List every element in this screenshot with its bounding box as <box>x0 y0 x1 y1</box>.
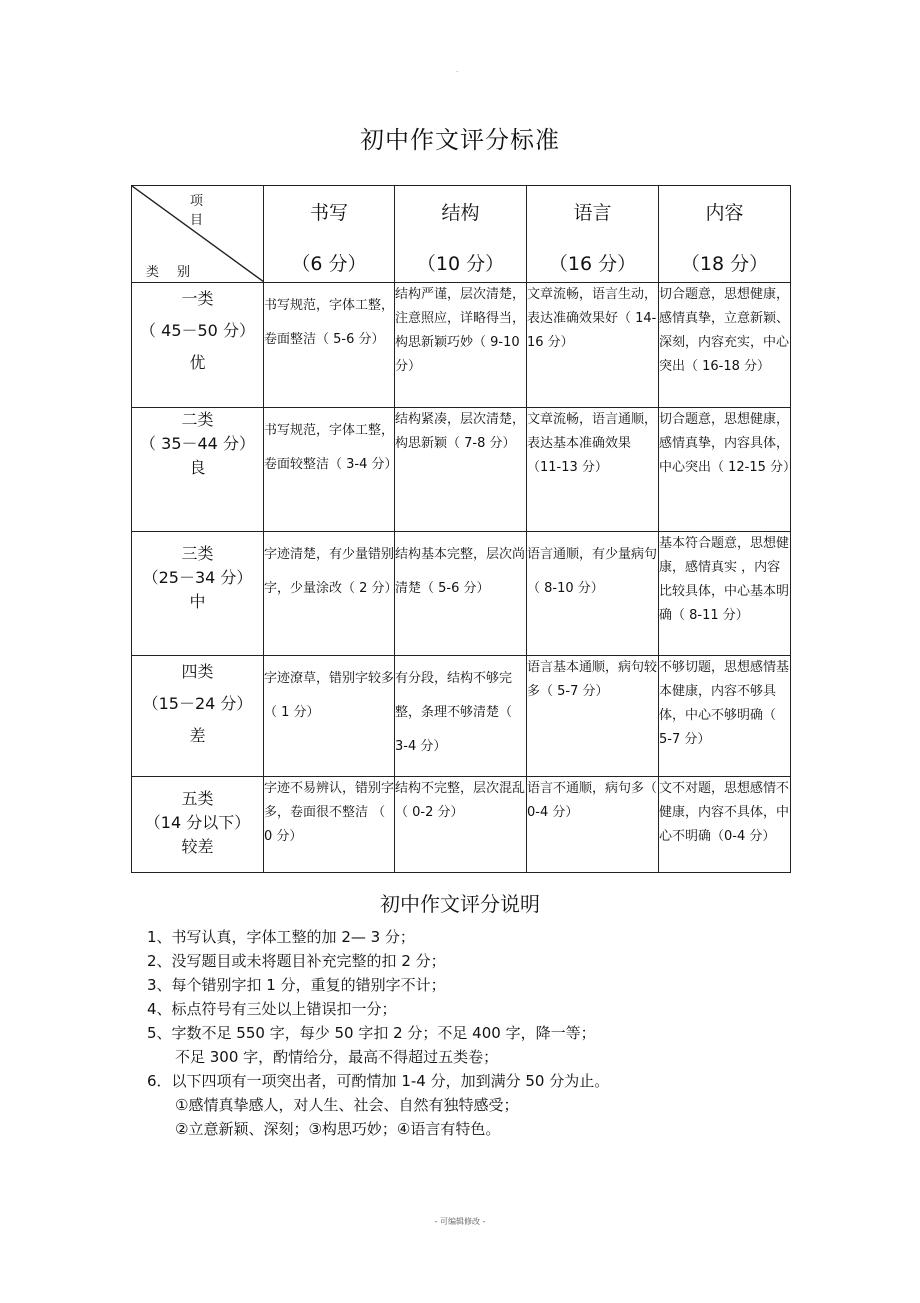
note-item: 3、每个错别字扣 1 分，重复的错别字不计； <box>147 976 446 994</box>
criteria-cell: 结构紧凑，层次清楚，构思新颖（ 7-8 分） <box>395 408 527 532</box>
criteria-cell: 切合题意，思想健康，感情真挚，立意新颖、深刻，内容充实，中心突出（ 16-18 分） <box>659 283 791 408</box>
category-grade: 良 <box>189 458 206 477</box>
criteria-cell: 字迹不易辨认，错别字多，卷面很不整洁 （ 0 分） <box>264 777 395 873</box>
category-grade: 中 <box>189 592 206 611</box>
criteria-cell: 结构严谨，层次清楚，注意照应，详略得当，构思新颖巧妙（ 9-10 分） <box>395 283 527 408</box>
category-grade: 差 <box>189 726 206 745</box>
criteria-cell: 基本符合题意，思想健康，感情真实 ，内容比较具体，中心基本明确（ 8-11 分） <box>659 532 791 656</box>
column-points: （18 分） <box>680 253 769 275</box>
category-name: 一类 <box>181 289 214 308</box>
category-name: 四类 <box>181 662 214 681</box>
note-item: 6．以下四项有一项突出者，可酌情加 1-4 分，加到满分 50 分为止。 <box>147 1072 610 1090</box>
criteria-cell: 文不对题，思想感情不健康，内容不具体，中心不明确（0-4 分） <box>659 777 791 873</box>
column-points: （6 分） <box>291 253 367 275</box>
criteria-cell: 切合题意，思想健康，感情真挚，内容具体，中心突出（ 12-15 分） <box>659 408 791 532</box>
column-name: 书写 <box>309 202 348 224</box>
column-header-writing <box>264 186 395 283</box>
category-range: （15－24 分） <box>142 694 253 713</box>
criteria-cell: 语言基本通顺，病句较多（ 5-7 分） <box>527 656 659 777</box>
table-row <box>132 283 791 408</box>
criteria-cell: 书写规范，字体工整，卷面较整洁（ 3-4 分） <box>264 408 395 532</box>
corner-category-label: 类别 <box>146 265 209 280</box>
category-name: 五类 <box>181 789 214 808</box>
criteria-cell: 结构基本完整，层次尚清楚（ 5-6 分） <box>395 532 527 656</box>
corner-item-label: 项目 <box>190 194 234 228</box>
criteria-cell: 不够切题，思想感情基本健康，内容不够具体，中心不够明确（ 5-7 分） <box>659 656 791 777</box>
note-subitem: ①感情真挚感人，对人生、社会、自然有独特感受； <box>175 1096 519 1114</box>
criteria-cell: 语言不通顺，病句多（ 0-4 分） <box>527 777 659 873</box>
category-range: （ 45－50 分） <box>140 321 255 340</box>
category-grade: 较差 <box>181 837 214 856</box>
category-name: 三类 <box>181 544 214 563</box>
note-item: 4、标点符号有三处以上错误扣一分； <box>147 1000 397 1018</box>
category-grade: 优 <box>189 353 206 372</box>
category-cell <box>132 656 264 777</box>
category-range: （25－34 分） <box>142 568 253 587</box>
page-footer: - 可编辑修改 - <box>434 1217 486 1226</box>
criteria-cell: 字迹清楚，有少量错别字，少量涂改（ 2 分） <box>264 532 395 656</box>
category-range: （ 35－44 分） <box>140 434 255 453</box>
criteria-cell: 书写规范，字体工整，卷面整洁（ 5-6 分） <box>264 283 395 408</box>
table-row <box>132 777 791 873</box>
category-cell <box>132 777 264 873</box>
column-name: 内容 <box>705 202 744 224</box>
scoring-table <box>131 185 797 873</box>
column-name: 语言 <box>573 202 612 224</box>
page-marker-dot: · <box>456 68 459 76</box>
criteria-cell: 文章流畅，语言生动，表达准确效果好（ 14-16 分） <box>527 283 659 408</box>
criteria-cell: 有分段，结构不够完整，条理不够清楚（ 3-4 分） <box>395 656 527 777</box>
note-item-continuation: 不足 300 字，酌情给分，最高不得超过五类卷； <box>175 1048 499 1066</box>
column-points: （10 分） <box>416 253 505 275</box>
notes-title: 初中作文评分说明 <box>380 892 540 916</box>
category-cell <box>132 532 264 656</box>
table-corner-cell <box>132 186 264 283</box>
criteria-cell: 字迹潦草，错别字较多（ 1 分） <box>264 656 395 777</box>
column-header-language <box>527 186 659 283</box>
notes-list <box>147 925 609 1141</box>
column-points: （16 分） <box>548 253 637 275</box>
note-item: 2、没写题目或未将题目补充完整的扣 2 分； <box>147 952 446 970</box>
criteria-cell: 文章流畅，语言通顺，表达基本准确效果（11-13 分） <box>527 408 659 532</box>
page-title: 初中作文评分标准 <box>360 126 560 154</box>
category-cell <box>132 408 264 532</box>
column-header-structure <box>395 186 527 283</box>
column-name: 结构 <box>441 202 480 224</box>
column-header-content <box>659 186 791 283</box>
criteria-cell: 结构不完整，层次混乱（ 0-2 分） <box>395 777 527 873</box>
category-name: 二类 <box>181 410 214 429</box>
criteria-cell: 语言通顺，有少量病句（ 8-10 分） <box>527 532 659 656</box>
category-cell <box>132 283 264 408</box>
note-subitem: ②立意新颖、深刻；③构思巧妙；④语言有特色。 <box>175 1120 501 1138</box>
category-range: （14 分以下） <box>144 813 251 832</box>
note-item: 5、字数不足 550 字，每少 50 字扣 2 分；不足 400 字，降一等； <box>147 1024 596 1042</box>
table-row <box>132 532 791 656</box>
table-header-row <box>132 186 791 283</box>
table-row <box>132 656 791 777</box>
table-row <box>132 408 791 532</box>
note-item: 1、书写认真，字体工整的加 2— 3 分； <box>147 928 415 946</box>
